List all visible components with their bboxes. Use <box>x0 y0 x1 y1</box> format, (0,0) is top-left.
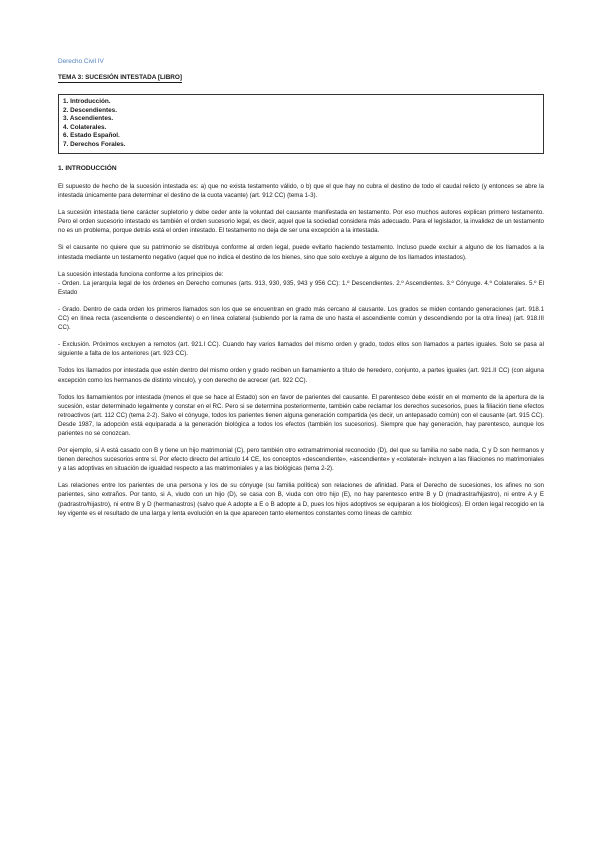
paragraph-principios-intro: La sucesión intestada funciona conforme a los principios de: <box>58 270 224 278</box>
table-of-contents <box>58 94 544 154</box>
paragraph-llamamiento-conjunto: Todos los llamados por intestada que estén dentro del mismo orden y grado reciben un llamamiento a título de heredero, conjunto, a partes iguales (art. 921.II CC) (con alguna excepción como los hermanos de distinto vínculo), y con derecho de acrecer (art. 922 CC). <box>58 367 544 384</box>
paragraph-supuesto: El supuesto de hecho de la sucesión intestada es: a) que no exista testamento válido, o b) que el que hay no cubra el destino de todo el caudal relicto (y entonces se abre la intestada únicamente para determinar el destino de la cuota vacante) (art. 912 CC) (tema 1-3). <box>58 183 544 200</box>
toc-item-introduccion: 1. Introducción. <box>63 98 111 105</box>
toc-item-ascendientes: 3. Ascendientes. <box>63 115 114 122</box>
toc-item-derechos-forales: 7. Derechos Forales. <box>63 140 126 148</box>
toc-item-colaterales: 4. Colaterales. <box>63 123 107 131</box>
course-title: Derecho Civil IV <box>58 58 104 65</box>
paragraph-afinidad: Las relaciones entre los parientes de una persona y los de su cónyuge (su familia política) son relaciones de afinidad. Para el Derecho de sucesiones, los afines no son parientes, sino extraños. Por tanto, si A, viudo con un hijo (D), se casa con B, viuda con otro hijo (E), no hay parentesco entre B y D (madrastra/hijastro), ni entre A y E (padrastro/hijastro), ni entre B y D (hermanastros) (salvo que A adopte a E o B adopte a D, pues los hijos adoptivos se equiparan a los biológicos). El orden legal recogido en la ley vigente es el resultado de una larga y lenta evolución en la que aparecen tanto elementos constantes como líneas de cambio: <box>58 482 544 517</box>
paragraph-principio-exclusion: - Exclusión. Próximos excluyen a remotos (art. 921.I CC). Cuando hay varios llamados del mismo orden y grado, todos ellos son llamados a partes iguales. Solo se pasa al siguiente a falta de los anteriores (art. 923 CC). <box>58 341 544 358</box>
section-heading: 1. INTRODUCCIÓN <box>58 165 117 172</box>
paragraph-principio-orden: - Orden. La jerarquía legal de los órdenes en Derecho comunes (arts. 913, 930, 935, 943 y 956 CC): 1.º Descendientes. 2.º Ascendientes. 3.º Cónyuge. 4.º Colaterales. 5.º El Estado <box>58 279 544 296</box>
paragraph-principio-grado: - Grado. Dentro de cada orden los primeros llamados son los que se encuentran en grado más cercano al causante. Los grados se miden contando generaciones (art. 918.1 CC) en línea recta (ascendiente o descendiente) o en línea colateral (subiendo por la rama de uno hasta el ascendiente común y descendiendo por la otra línea) (art. 918.III CC). <box>58 305 544 332</box>
paragraph-caracter-supletorio: La sucesión intestada tiene carácter supletorio y debe ceder ante la voluntad del causante manifestada en testamento. Por eso muchos autores explican primero testamento. Pero el orden sucesorio intestado es también el orden sucesorio legal, es decir, aquel que la sociedad considera más adecuado. Para el legislador, la invalidez de un testamento no es un problema, porque detrás está el orden intestado. El testamento no deja de ser una excepción a la intestada. <box>58 209 544 235</box>
paragraph-testamento-negativo: Si el causante no quiere que su patrimonio se distribuya conforme al orden legal, puede evitarlo haciendo testamento. Incluso puede excluir a alguno de los llamados a la intestada mediante un testamento negativo (aquel que no indica el destino de los bienes, sino que solo excluye a alguno de los llamados intestados). <box>58 244 544 261</box>
toc-item-descendientes: 2. Descendientes. <box>63 106 117 114</box>
paragraph-ejemplo: Por ejemplo, si A está casado con B y tiene un hijo matrimonial (C), pero también otro extramatrimonial reconocido (D), del que su familia no sabe nada, C y D son hermanos y tienen derechos sucesorios entre sí. Por efecto directo del artículo 14 CE, los conceptos «descendiente», «ascendiente» y «colateral» incluyen a las filiaciones no matrimoniales y a las adoptivas en situación de igualdad respecto a las matrimoniales y a las biológicas (tema 2-2). <box>58 447 544 473</box>
document-page <box>58 58 544 526</box>
topic-title: TEMA 3: SUCESIÓN INTESTADA [LIBRO] <box>58 74 183 81</box>
toc-item-estado-espanol: 6. Estado Español. <box>63 132 120 139</box>
paragraph-parentesco: Todos los llamamientos por intestada (menos el que se hace al Estado) son en favor de parientes del causante. El parentesco debe existir en el momento de la apertura de la sucesión, estar determinado legalmente y constar en el RC. Pero si se determina posteriormente, también cabe reclamar los derechos sucesorios, pues la filiación tiene efectos retroactivos (art. 112 CC) (tema 2-2). Salvo el cónyuge, todos los parientes tienen alguna generación compartida (es decir, un antepasado común) con el causante (art. 915 CC). Desde 1987, la adopción está equiparada a la generación biológica a todos los efectos (también los sucesorios). Siempre que hay generación, hay parentesco, aunque los parientes no se conozcan. <box>58 393 544 437</box>
